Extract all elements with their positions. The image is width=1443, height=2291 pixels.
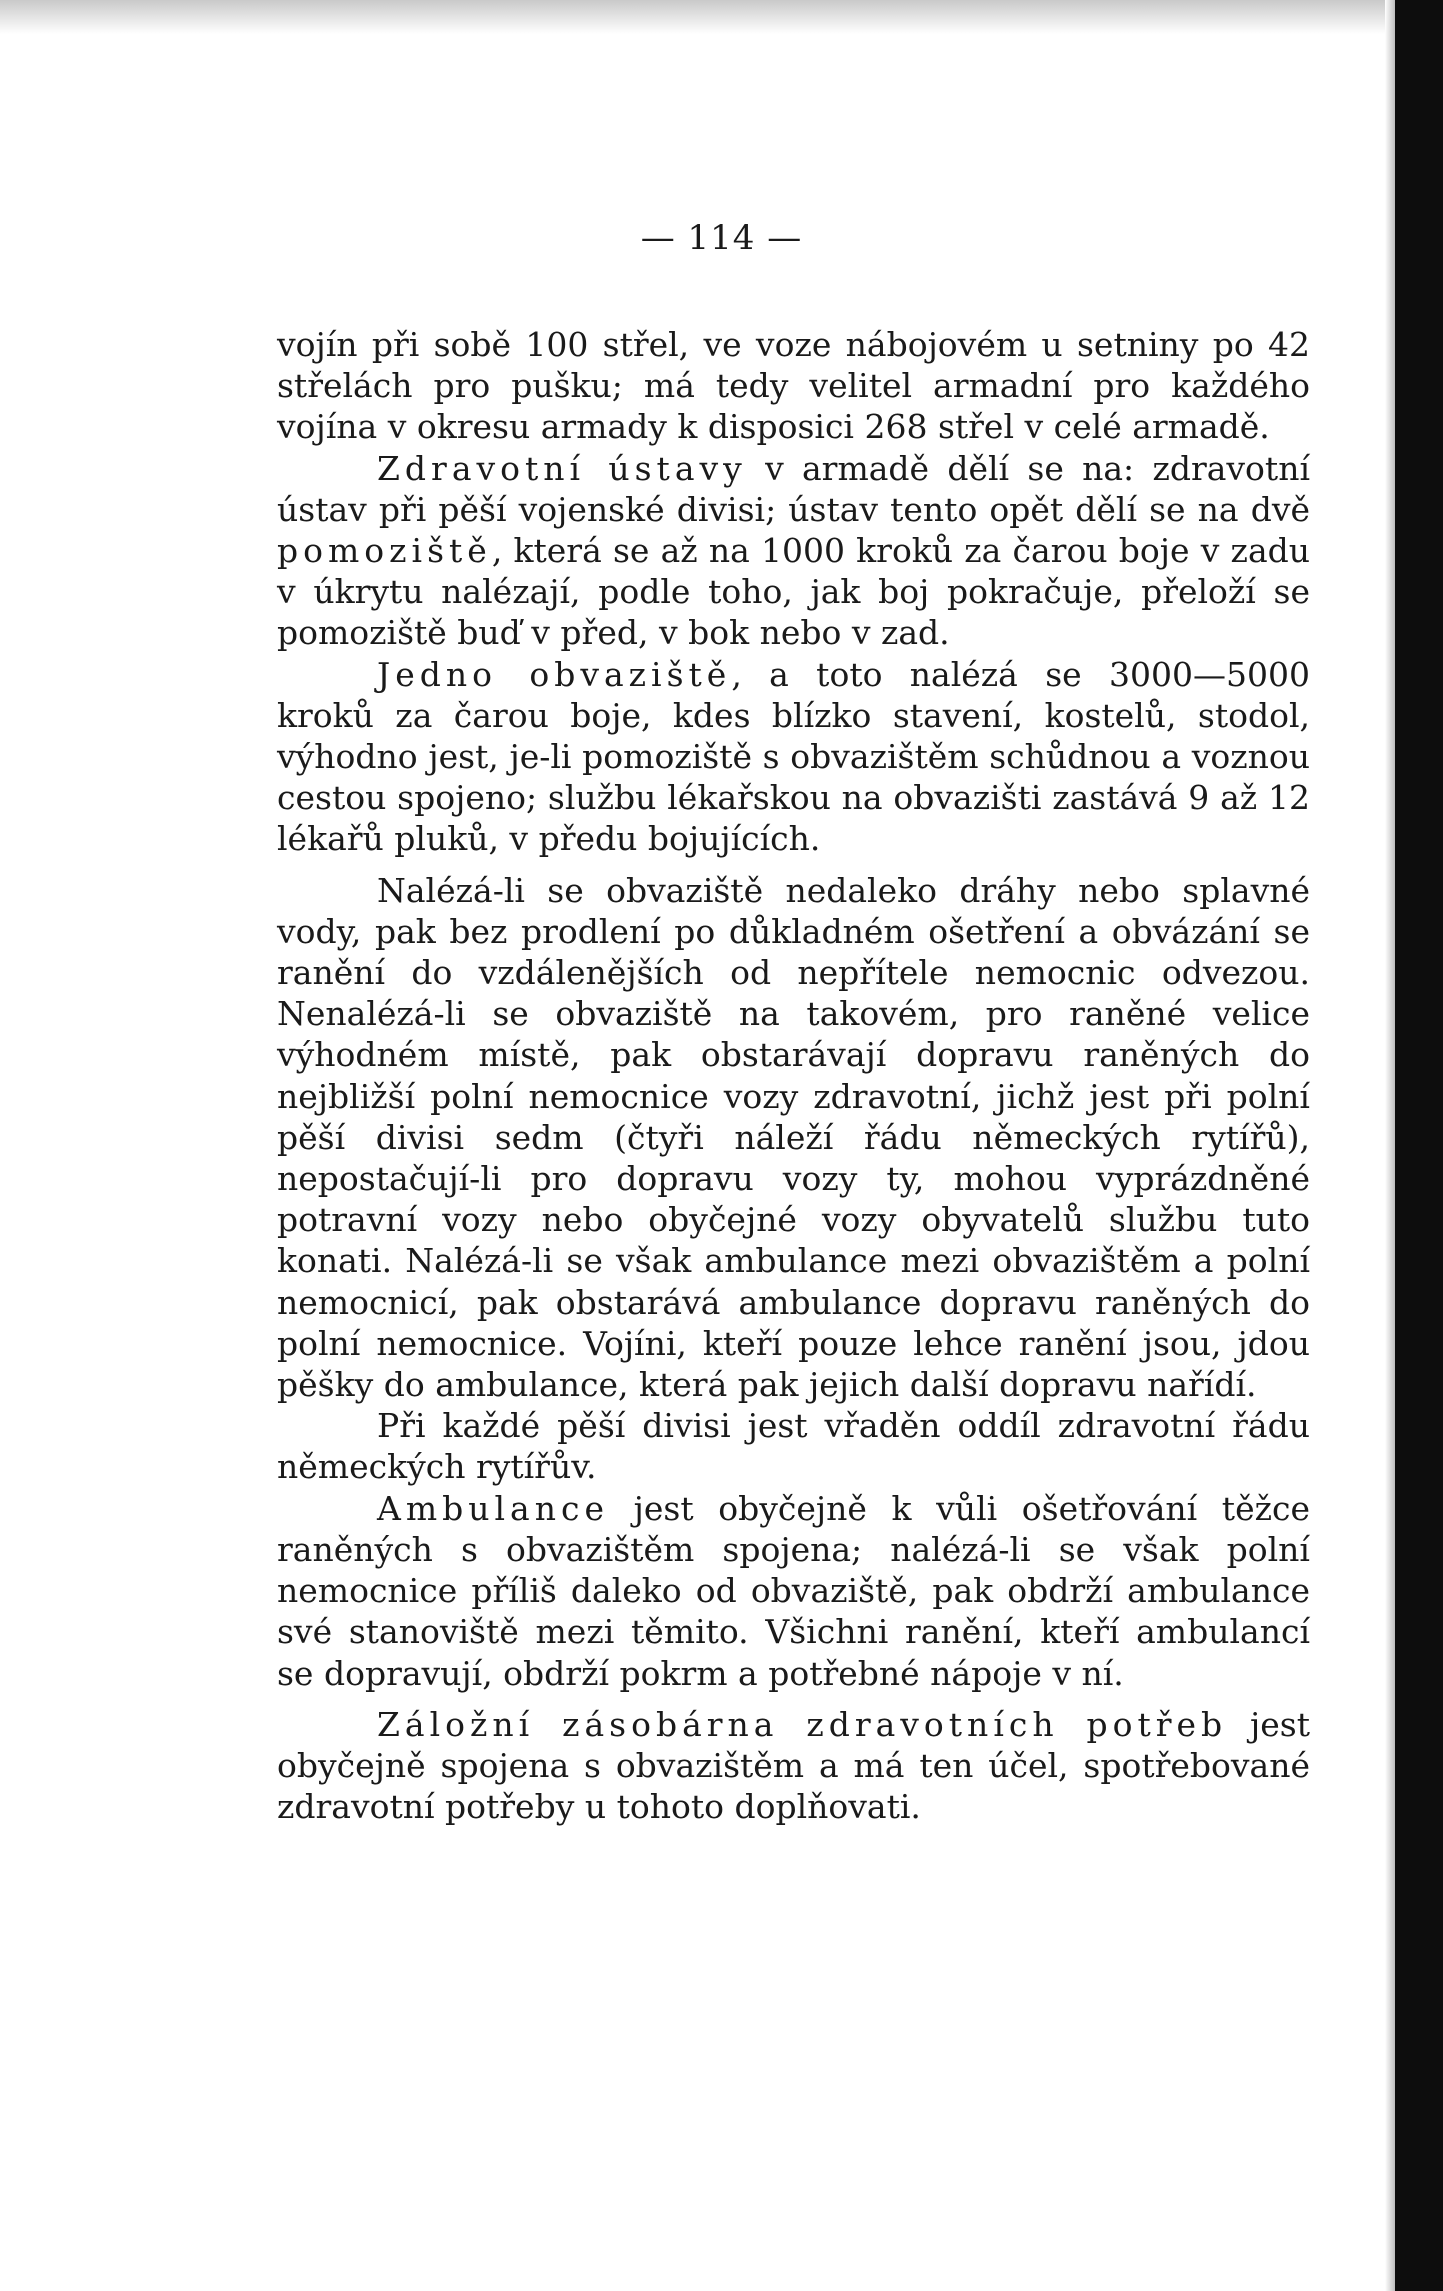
emphasis-term: pomoziště	[277, 531, 492, 571]
page-number: — 114 —	[640, 218, 803, 258]
scan-shadow-top	[0, 0, 1443, 34]
paragraph-6: Ambulance jest obyčejně k vůli ošetřování těžce raněných s obvazištěm spojena; nalézá-li se však polní nemocnice příliš daleko od obvaziště, pak obdrží ambulance své stanoviště mezi těmito. Všichni ranění, kteří ambulancí se dopravují, obdrží pokrm a potřebné nápoje v ní.	[277, 1488, 1310, 1693]
emphasis-term: Záložní zásobárna zdravotních potřeb	[377, 1704, 1228, 1744]
paragraph-5: Při každé pěší divisi jest vřaděn oddíl zdravotní řádu německých rytířův.	[277, 1406, 1310, 1487]
paragraph-4: Nalézá-li se obvaziště nedaleko dráhy nebo splavné vody, pak bez prodlení po důkladném ošetření a obvázání se ranění do vzdálenějších od nepřítele nemocnic odvezou. Nenalézá-li se obvaziště na takovém, pro raněné velice výhodném místě, pak obstarávají dopravu raněných do nejbližší polní nemocnice vozy zdravotní, jichž jest při polní pěší divisi sedm (čtyři náleží řádu německých rytířů), nepostačují-li pro dopravu vozy ty, mohou vyprázdněné potravní vozy nebo obyčejné vozy obyvatelů službu tuto konati. Nalézá-li se však ambulance mezi obvazištěm a polní nemocnicí, pak obstarává ambulance dopravu raněných do polní nemocnice. Vojíni, kteří pouze lehce ranění jsou, jdou pěšky do ambulance, která pak jejich další dopravu nařídí.	[277, 870, 1310, 1405]
paragraph-7: Záložní zásobárna zdravotních potřeb jest obyčejně spojena s obvazištěm a má ten účel, spotřebované zdravotní potřeby u tohoto doplňovati.	[277, 1704, 1311, 1827]
paragraph-1: vojín při sobě 100 střel, ve voze nábojovém u setniny po 42 střelách pro pušku; má tedy velitel armadní pro každého vojína v okresu armady k disposici 268 střel v celé armadě.	[277, 325, 1310, 447]
scan-border-right	[1395, 0, 1443, 2291]
emphasis-term: Zdravotní ústavy	[377, 448, 747, 488]
paragraph-2: Zdravotní ústavy v armadě dělí se na: zdravotní ústav při pěší vojenské divisi; ústav tento opět dělí se na dvě pomoziště, která se až na 1000 kroků za čarou boje v zadu v úkrytu nalézají, podle toho, jak boj pokračuje, přeloží se pomoziště buď v před, v bok nebo v zad.	[277, 448, 1310, 653]
paragraph-3: Jedno obvaziště, a toto nalézá se 3000—5000 kroků za čarou boje, kdes blízko stavení, kostelů, stodol, výhodno jest, je-li pomoziště s obvazištěm schůdnou a voznou cestou spojeno; službu lékařskou na obvazišti zastává 9 až 12 lékařů pluků, v předu bojujících.	[277, 654, 1310, 859]
scan-shadow-edge	[1385, 0, 1395, 2291]
body-text	[277, 324, 1310, 1827]
emphasis-term: Ambulance	[377, 1488, 609, 1528]
emphasis-term: Jedno obvaziště	[377, 654, 732, 694]
